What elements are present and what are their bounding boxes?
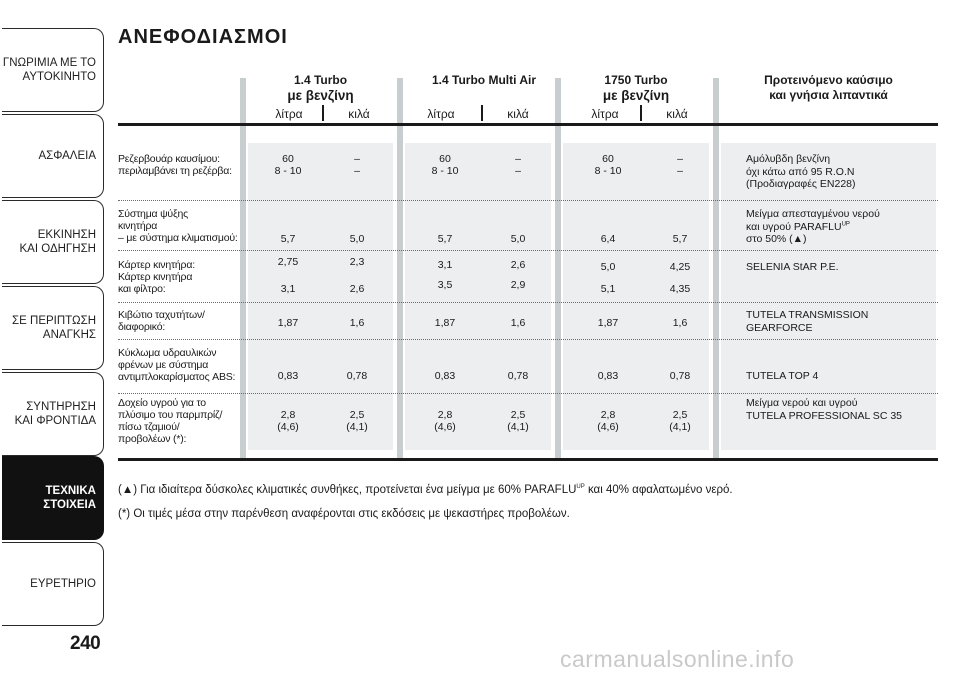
value-cell xyxy=(645,153,715,177)
value-cell xyxy=(483,153,553,177)
value-cell xyxy=(645,370,715,382)
value: – xyxy=(354,165,360,177)
value: 60 xyxy=(282,153,294,165)
value: 3,1 xyxy=(437,259,453,271)
value-cell xyxy=(573,233,643,245)
value-cell xyxy=(253,317,323,329)
row-label-line: Δοχείο υγρού για το xyxy=(118,397,206,409)
value: 2,8 xyxy=(600,409,616,421)
tab-label: ΕΚΚΙΝΗΣΗ xyxy=(37,229,96,241)
rec-line: GEARFORCE xyxy=(746,321,813,334)
value: 1,6 xyxy=(510,317,526,329)
row-label-line: και φίλτρο: xyxy=(118,283,166,295)
value: – xyxy=(515,165,521,177)
value: 1,6 xyxy=(349,317,365,329)
value-cell xyxy=(410,233,480,245)
column-header-line: 1.4 Turbo xyxy=(293,73,348,87)
row-separator xyxy=(118,393,938,394)
footnote-text: (▲) Για ιδιαίτερα δύσκολες κλιματικές συνθήκες, προτείνεται ένα μείγμα με 60% PARAFLU xyxy=(118,484,577,496)
value: (4,1) xyxy=(346,421,368,433)
value: (4,6) xyxy=(597,421,619,433)
value-cell xyxy=(573,317,643,329)
rec-line: Αμόλυβδη βενζίνη xyxy=(746,153,831,165)
value: 2,8 xyxy=(280,409,296,421)
recommended-coolant xyxy=(746,208,936,246)
tab-label: ΑΝΑΓΚΗΣ xyxy=(42,329,96,341)
sidebar-tab-maintenance[interactable] xyxy=(2,372,104,456)
value-cell xyxy=(253,409,323,433)
value: – xyxy=(515,153,521,165)
value: 8 - 10 xyxy=(274,165,302,177)
value: 5,7 xyxy=(280,233,296,245)
row-separator xyxy=(118,339,938,340)
column-header-line: και γνήσια λιπαντικά xyxy=(769,88,888,102)
row-separator xyxy=(118,302,938,303)
column-header-multiair xyxy=(405,73,563,88)
value-cell xyxy=(410,370,480,382)
row-separator xyxy=(118,200,938,201)
column-divider xyxy=(240,78,246,458)
value: 6,4 xyxy=(600,233,616,245)
value: 0,83 xyxy=(434,370,456,382)
column-header-line: Προτεινόμενο καύσιμο xyxy=(764,73,893,87)
value-cell xyxy=(322,233,392,245)
value-cell xyxy=(483,259,553,291)
tab-label: ΑΥΤΟΚΙΝΗΤΟ xyxy=(22,71,96,83)
row-label-line: φρένων με σύστημα xyxy=(118,359,209,371)
row-label-gearbox xyxy=(118,309,240,333)
unit-kilos: κιλά xyxy=(348,107,370,121)
unit-liters: λίτρα xyxy=(275,107,303,121)
value: – xyxy=(354,153,360,165)
value: 60 xyxy=(602,153,614,165)
value-cell xyxy=(645,317,715,329)
recommended-engine-oil xyxy=(746,261,936,274)
value: 2,9 xyxy=(510,279,526,291)
rec-text: και υγρού PARAFLU xyxy=(746,220,842,233)
row-label-line: αντιμπλοκαρίσματος ABS: xyxy=(118,371,236,383)
row-separator xyxy=(118,250,938,251)
value-cell xyxy=(645,261,715,295)
unit-liters: λίτρα xyxy=(591,107,619,121)
recommended-washer-fluid xyxy=(746,397,936,422)
column-header-line: με βενζίνη xyxy=(602,88,670,103)
value-cell xyxy=(483,233,553,245)
row-label-line: πλύσιμο του παρμπρίζ/ xyxy=(118,409,223,421)
value: (4,6) xyxy=(277,421,299,433)
rec-line: Μείγμα νερού και υγρού xyxy=(746,397,858,409)
row-label-line: – με σύστημα κλιματισμού: xyxy=(118,232,238,244)
rec-line xyxy=(746,221,936,234)
sidebar-tab-starting-driving[interactable] xyxy=(2,200,104,284)
value: 2,5 xyxy=(349,409,365,421)
rec-line: TUTELA PROFESSIONAL SC 35 xyxy=(746,409,902,422)
value: (4,6) xyxy=(434,421,456,433)
rec-line: TUTELA TOP 4 xyxy=(746,370,819,382)
value-cell xyxy=(322,153,392,177)
value-panel xyxy=(563,143,709,450)
sidebar-tab-index[interactable] xyxy=(2,542,104,626)
value: 2,5 xyxy=(510,409,526,421)
value: 0,83 xyxy=(277,370,299,382)
value: 0,78 xyxy=(346,370,368,382)
sidebar-tab-emergency[interactable] xyxy=(2,286,104,370)
sidebar-tab-getting-to-know[interactable] xyxy=(2,28,104,112)
recommended-fuel xyxy=(746,153,936,191)
value: 5,7 xyxy=(672,233,688,245)
row-label-line: Σύστημα ψύξης xyxy=(118,208,188,220)
tab-label: ΚΑΙ ΦΡΟΝΤΙΔΑ xyxy=(14,415,96,427)
recommended-gear-oil xyxy=(746,309,936,334)
row-label-washer-reservoir xyxy=(118,397,240,445)
unit-liters: λίτρα xyxy=(427,107,455,121)
value: 1,87 xyxy=(597,317,619,329)
watermark: carmanualsonline.info xyxy=(560,646,795,672)
row-label-line: πίσω τζαμιού/ xyxy=(118,421,180,433)
rec-line: στο 50% (▲) xyxy=(746,233,807,245)
page-title: ΑΝΕΦΟΔΙΑΣΜΟΙ xyxy=(118,26,288,48)
value-cell xyxy=(253,233,323,245)
tab-label: ΑΣΦΑΛΕΙΑ xyxy=(38,150,96,162)
tab-label: ΓΝΩΡΙΜΙΑ ΜΕ ΤΟ xyxy=(2,57,96,69)
value: 0,83 xyxy=(597,370,619,382)
row-label-brake-circuit xyxy=(118,347,240,383)
row-label-line: περιλαμβάνει τη ρεζέρβα: xyxy=(118,165,232,177)
footnote-triangle xyxy=(118,483,733,497)
row-label-line: Κιβώτιο ταχυτήτων/ xyxy=(118,309,205,321)
header-rule xyxy=(118,123,938,126)
row-label-line: διαφορικό: xyxy=(118,321,166,333)
row-label-line: Κάρτερ κινητήρα xyxy=(118,271,193,283)
value: 5,7 xyxy=(437,233,453,245)
bottom-rule xyxy=(118,458,938,461)
value-cell xyxy=(322,409,392,433)
column-header-line: με βενζίνη xyxy=(287,88,354,103)
value-cell xyxy=(253,153,323,177)
rec-line: όχι κάτω από 95 R.O.N xyxy=(746,165,855,178)
page-number: 240 xyxy=(70,633,101,654)
value: 5,0 xyxy=(349,233,365,245)
row-label-line: Κύκλωμα υδραυλικών xyxy=(118,347,217,359)
rec-line: TUTELA TRANSMISSION xyxy=(746,309,869,321)
row-label-cooling-system xyxy=(118,208,240,244)
value-cell xyxy=(253,256,323,295)
rec-line: SELENIA StAR P.E. xyxy=(746,261,839,273)
value-cell xyxy=(645,409,715,433)
value: 1,6 xyxy=(672,317,688,329)
column-header-recommended xyxy=(721,73,936,103)
value: – xyxy=(677,153,683,165)
value-cell xyxy=(483,409,553,433)
value: 8 - 10 xyxy=(594,165,622,177)
value: 1,87 xyxy=(434,317,456,329)
value: 3,1 xyxy=(280,283,296,295)
value: 2,8 xyxy=(437,409,453,421)
value: 2,75 xyxy=(277,256,299,268)
value: 8 - 10 xyxy=(431,165,459,177)
value: – xyxy=(677,165,683,177)
value: 60 xyxy=(439,153,451,165)
recommended-brake-fluid xyxy=(746,370,936,383)
value-cell xyxy=(322,256,392,295)
value-cell xyxy=(410,259,480,291)
row-label-line: Ρεζερβουάρ καυσίμου: xyxy=(118,153,220,165)
row-label-line: Κάρτερ κινητήρα: xyxy=(118,259,195,271)
value: 5,0 xyxy=(600,261,616,273)
value: 2,5 xyxy=(672,409,688,421)
column-divider xyxy=(397,78,403,458)
value-cell xyxy=(410,153,480,177)
value-cell xyxy=(483,370,553,382)
column-header-1-4-turbo xyxy=(248,73,393,103)
sidebar-tab-safety[interactable] xyxy=(2,114,104,198)
row-label-engine-sump xyxy=(118,259,240,295)
unit-kilos: κιλά xyxy=(666,107,688,121)
value-cell xyxy=(410,317,480,329)
value-cell xyxy=(573,153,643,177)
value: 2,6 xyxy=(349,283,365,295)
value: (4,1) xyxy=(669,421,691,433)
value-cell xyxy=(573,409,643,433)
value: 0,78 xyxy=(507,370,529,382)
row-label-line: κινητήρα xyxy=(118,220,158,232)
value-cell xyxy=(573,370,643,382)
value: 0,78 xyxy=(669,370,691,382)
rec-line: Μείγμα απεσταγμένου νερού xyxy=(746,208,880,220)
value: 1,87 xyxy=(277,317,299,329)
tab-label: ΕΥΡΕΤΗΡΙΟ xyxy=(30,578,96,590)
value-cell xyxy=(253,370,323,382)
footnote-text: και 40% αφαλατωμένο νερό. xyxy=(584,484,733,496)
row-label-fuel-tank xyxy=(118,153,240,177)
value: (4,1) xyxy=(507,421,529,433)
value-cell xyxy=(483,317,553,329)
rec-superscript: UP xyxy=(841,221,850,227)
column-header-line: 1.4 Turbo Multi Air xyxy=(432,73,536,87)
value: 3,5 xyxy=(437,279,453,291)
value-cell xyxy=(573,261,643,295)
value-cell xyxy=(322,317,392,329)
value-panel xyxy=(248,143,393,450)
tab-label: ΤΕΧΝΙΚΑ xyxy=(45,485,96,497)
value: 2,6 xyxy=(510,259,526,271)
column-header-1750-turbo xyxy=(563,73,709,103)
tab-label: ΣΥΝΤΗΡΗΣΗ xyxy=(26,401,96,413)
value-cell xyxy=(410,409,480,433)
value: 2,3 xyxy=(349,256,365,268)
column-divider xyxy=(555,78,561,458)
rec-line: (Προδιαγραφές EN228) xyxy=(746,178,856,190)
row-label-line: προβολέων (*): xyxy=(118,433,187,445)
tab-label: ΣΕ ΠΕΡΙΠΤΩΣΗ xyxy=(12,315,96,327)
footnote-superscript: UP xyxy=(576,484,585,491)
value-panel xyxy=(405,143,551,450)
value-cell xyxy=(322,370,392,382)
footnote-asterisk: (*) Οι τιμές μέσα στην παρένθεση αναφέρονται στις εκδόσεις με ψεκαστήρες προβολέων. xyxy=(118,508,570,520)
value: 4,35 xyxy=(669,283,691,295)
tab-label: ΚΑΙ ΟΔΗΓΗΣΗ xyxy=(19,243,96,255)
sidebar-tab-technical-data[interactable] xyxy=(2,456,104,540)
value: 4,25 xyxy=(669,261,691,273)
column-header-line: 1750 Turbo xyxy=(604,73,668,87)
value: 5,1 xyxy=(600,283,616,295)
tab-label: ΣΤΟΙΧΕΙΑ xyxy=(43,499,96,511)
value-cell xyxy=(645,233,715,245)
unit-kilos: κιλά xyxy=(507,107,529,121)
value: 5,0 xyxy=(510,233,526,245)
